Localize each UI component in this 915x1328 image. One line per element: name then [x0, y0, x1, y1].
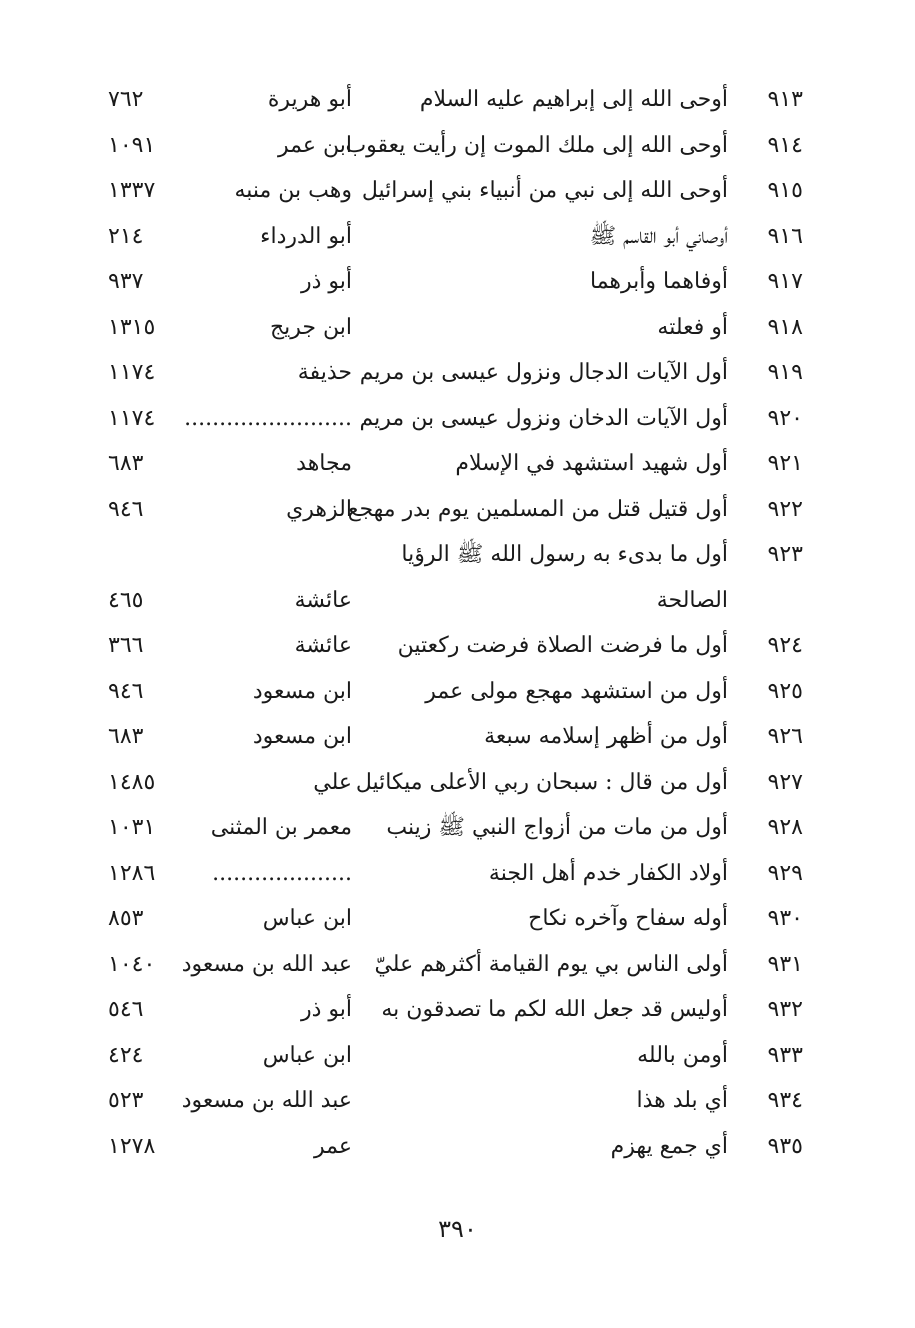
reference-number: ١٠٤٠ — [108, 951, 156, 977]
index-entry — [0, 990, 915, 1030]
reference-number: ٩٣٧ — [108, 269, 144, 294]
entry-number: ٩٣٣ — [767, 1042, 803, 1068]
hadith-text: أومن بالله — [637, 1042, 728, 1068]
entry-number: ٩١٦ — [767, 223, 803, 249]
entry-number: ٩١٧ — [767, 269, 803, 294]
index-entry — [0, 126, 915, 166]
narrator: أبو هريرة — [267, 87, 352, 112]
narrator: ابن مسعود — [252, 678, 352, 704]
index-entry — [0, 217, 915, 257]
narrator: عائشة — [294, 633, 352, 658]
entry-number: ٩٢٧ — [767, 769, 803, 795]
index-entry — [0, 626, 915, 666]
index-entry — [0, 308, 915, 348]
hadith-text: أولى الناس بي يوم القيامة أكثرهم عليّ — [374, 951, 728, 977]
hadith-text: أول ما بدىء به رسول الله ﷺ الرؤيا — [401, 542, 728, 567]
index-entry-continuation — [0, 581, 915, 621]
index-entry — [0, 854, 915, 894]
reference-number: ١٣١٥ — [108, 314, 156, 340]
index-entry — [0, 899, 915, 939]
reference-number: ١٠٩١ — [108, 132, 156, 158]
narrator: عمر — [314, 1133, 352, 1159]
entry-number: ٩١٣ — [767, 87, 803, 112]
index-entry — [0, 353, 915, 393]
entry-number: ٩٢٦ — [767, 724, 803, 749]
index-entry — [0, 171, 915, 211]
reference-number: ١٠٣١ — [108, 815, 156, 840]
reference-number: ١٣٣٧ — [108, 178, 156, 203]
reference-number: ١٢٨٦ — [108, 860, 156, 886]
narrator: حذيفة — [297, 360, 352, 385]
hadith-text: أوليس قد جعل الله لكم ما تصدقون به — [381, 997, 728, 1022]
narrator: أبو ذر — [300, 269, 352, 294]
reference-number: ٢١٤ — [108, 223, 144, 249]
index-entry — [0, 1127, 915, 1167]
narrator: أبو الدرداء — [260, 223, 352, 249]
hadith-text: أول ما فرضت الصلاة فرضت ركعتين — [397, 633, 728, 658]
hadith-text: أول من استشهد مهجع مولى عمر — [425, 678, 728, 704]
entry-number: ٩٢٢ — [767, 496, 803, 522]
entry-number: ٩٢٨ — [767, 815, 803, 840]
entry-number: ٩٣٥ — [767, 1133, 803, 1159]
index-entry — [0, 535, 915, 575]
reference-number: ١١٧٤ — [108, 360, 156, 385]
reference-number: ٤٦٥ — [108, 587, 144, 613]
entry-number: ٩١٩ — [767, 360, 803, 385]
reference-number: ١٢٧٨ — [108, 1133, 156, 1159]
index-entry — [0, 80, 915, 120]
index-entry — [0, 1036, 915, 1076]
reference-number: ٩٤٦ — [108, 678, 144, 704]
hadith-text-continuation: الصالحة — [656, 587, 728, 613]
narrator: عبد الله بن مسعود — [181, 1088, 352, 1113]
hadith-text: أول شهيد استشهد في الإسلام — [455, 451, 728, 476]
entry-number: ٩٢٠ — [767, 405, 803, 431]
hadith-text: أول من أظهر إسلامه سبعة — [484, 724, 728, 749]
narrator: ابن مسعود — [252, 724, 352, 749]
narrator: عبد الله بن مسعود — [181, 951, 352, 977]
hadith-text: أوصاني أبو القاسم ﷺ — [589, 223, 728, 249]
narrator: ابن عمر — [278, 132, 352, 158]
hadith-text: أي جمع يهزم — [610, 1133, 728, 1159]
reference-number: ٦٨٣ — [108, 451, 144, 476]
index-entry — [0, 717, 915, 757]
narrator: ابن عباس — [262, 906, 352, 931]
index-entry — [0, 808, 915, 848]
reference-number: ١١٧٤ — [108, 405, 156, 431]
reference-number: ٨٥٣ — [108, 906, 144, 931]
narrator: .................... — [212, 860, 352, 886]
entry-number: ٩٢١ — [767, 451, 803, 476]
narrator: أبو ذر — [300, 997, 352, 1022]
hadith-text: أي بلد هذا — [636, 1088, 728, 1113]
index-entry — [0, 945, 915, 985]
hadith-text: أوحى الله إلى نبي من أنبياء بني إسرائيل — [361, 178, 728, 203]
index-entry — [0, 444, 915, 484]
reference-number: ٦٨٣ — [108, 724, 144, 749]
hadith-text: أول من مات من أزواج النبي ﷺ زينب — [386, 815, 728, 840]
hadith-text: أول من قال : سبحان ربي الأعلى ميكائيل — [355, 769, 728, 795]
reference-number: ٣٦٦ — [108, 633, 144, 658]
entry-number: ٩٢٩ — [767, 860, 803, 886]
index-entry — [0, 490, 915, 530]
entry-number: ٩١٤ — [767, 132, 803, 158]
hadith-text: أول الآيات الدجال ونزول عيسى بن مريم — [359, 360, 728, 385]
page-number: ٣٩٠ — [438, 1215, 477, 1243]
index-entry — [0, 399, 915, 439]
narrator: ابن عباس — [262, 1042, 352, 1068]
reference-number: ٧٦٢ — [108, 87, 144, 112]
reference-number: ٤٢٤ — [108, 1042, 144, 1068]
entry-number: ٩٣٠ — [767, 906, 803, 931]
entry-number: ٩١٨ — [767, 314, 803, 340]
hadith-text: أول قتيل قتل من المسلمين يوم بدر مهجع — [347, 496, 728, 522]
entry-number: ٩٢٣ — [767, 542, 803, 567]
entry-number: ٩١٥ — [767, 178, 803, 203]
entry-number: ٩٣٢ — [767, 997, 803, 1022]
hadith-text: أولاد الكفار خدم أهل الجنة — [488, 860, 728, 886]
entry-number: ٩٣١ — [767, 951, 803, 977]
entry-number: ٩٢٤ — [767, 633, 803, 658]
entry-number: ٩٣٤ — [767, 1088, 803, 1113]
narrator: الزهري — [286, 496, 352, 522]
narrator: ........................ — [184, 405, 352, 431]
index-entry — [0, 1081, 915, 1121]
narrator: ابن جريج — [269, 314, 352, 340]
hadith-text: أوفاهما وأبرهما — [590, 269, 728, 294]
index-entry — [0, 763, 915, 803]
hadith-text: أو فعلته — [657, 314, 728, 340]
entry-number: ٩٢٥ — [767, 678, 803, 704]
hadith-text: أوحى الله إلى ملك الموت إن رأيت يعقوب — [345, 132, 728, 158]
narrator: عائشة — [294, 587, 352, 613]
narrator: وهب بن منبه — [234, 178, 352, 203]
reference-number: ٥٤٦ — [108, 997, 144, 1022]
hadith-text: أوله سفاح وآخره نكاح — [528, 906, 728, 931]
narrator: علي — [313, 769, 352, 795]
reference-number: ١٤٨٥ — [108, 769, 156, 795]
index-entry — [0, 262, 915, 302]
reference-number: ٥٢٣ — [108, 1088, 144, 1113]
narrator: معمر بن المثنى — [210, 815, 352, 840]
index-entry — [0, 672, 915, 712]
hadith-text: أوحى الله إلى إبراهيم عليه السلام — [419, 87, 728, 112]
narrator: مجاهد — [296, 451, 352, 476]
hadith-text: أول الآيات الدخان ونزول عيسى بن مريم — [359, 405, 728, 431]
reference-number: ٩٤٦ — [108, 496, 144, 522]
